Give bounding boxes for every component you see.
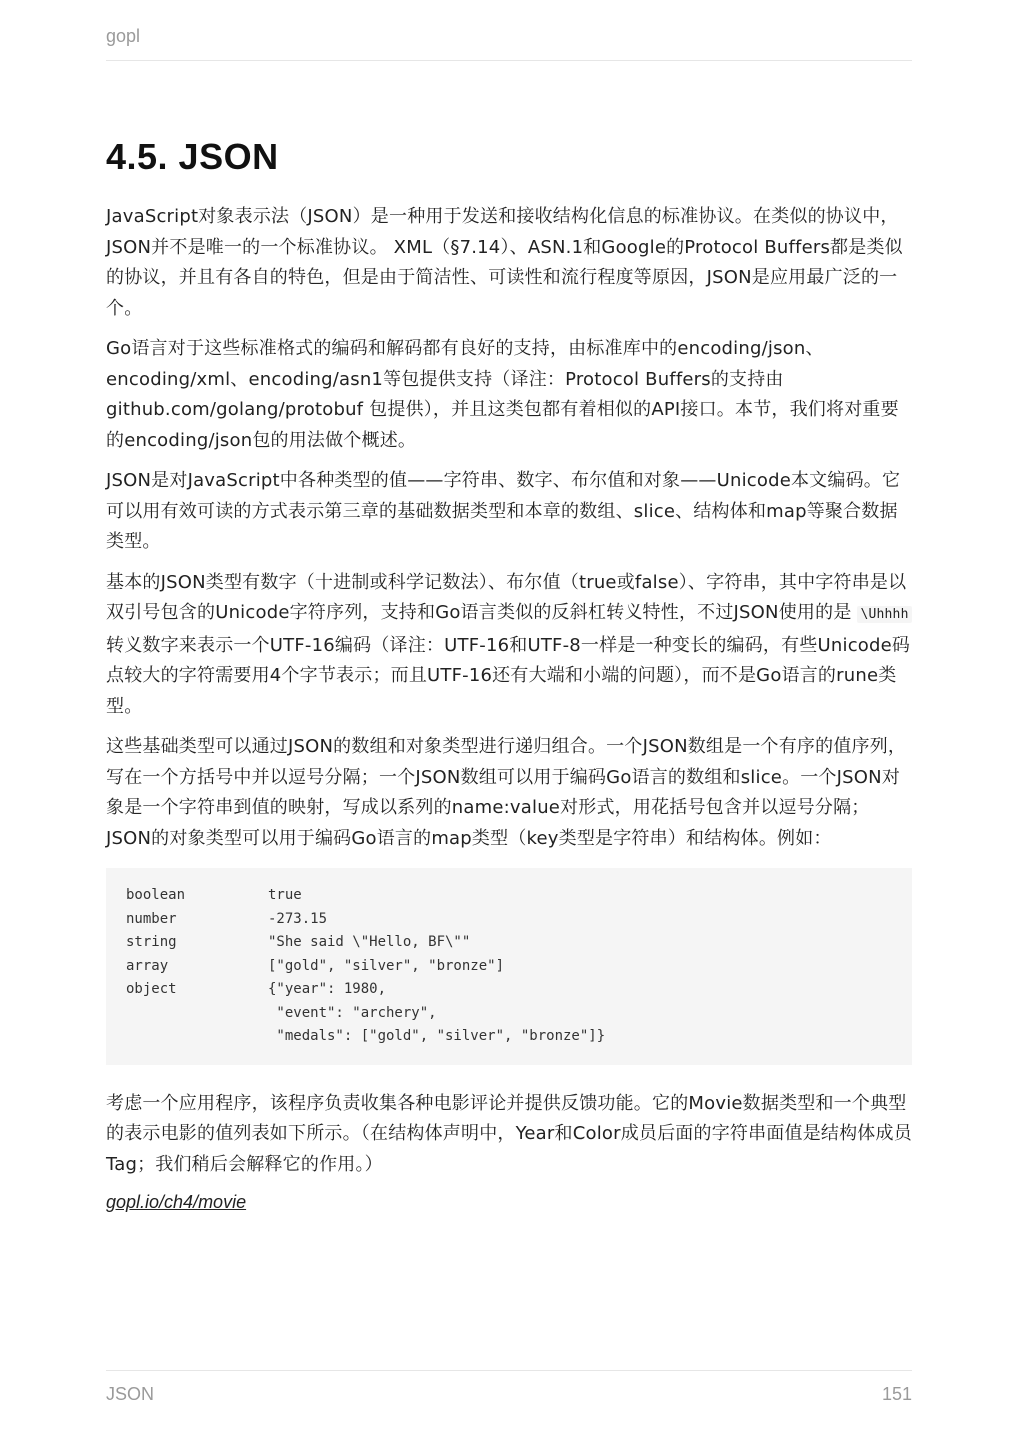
- paragraph-basic-types: [106, 568, 912, 723]
- page-footer: [106, 1370, 912, 1411]
- code-key: number: [126, 910, 177, 927]
- code-value: -273.15: [268, 910, 328, 927]
- page-content: [106, 136, 912, 1213]
- code-row: [126, 908, 892, 932]
- code-example-block: [106, 868, 912, 1065]
- code-value: "She said \"Hello, BF\"": [268, 934, 471, 950]
- code-value: "medals": ["gold", "silver", "bronze"]}: [268, 1028, 606, 1044]
- code-key: object: [126, 981, 177, 997]
- code-value: true: [268, 887, 302, 903]
- book-title: gopl: [106, 26, 141, 46]
- code-key: array: [126, 957, 169, 974]
- paragraph-composition: 这些基础类型可以通过JSON的数组和对象类型进行递归组合。一个JSON数组是一个有序的值序列，写在一个方括号中并以逗号分隔；一个JSON数组可以用于编码Go语言的数组和slice。一个JSON对象是一个字符串到值的映射，写成以系列的name:value对形式，用花括号包含并以逗号分隔；JSON的对象类型可以用于编码Go语言的map类型（key类型是字符串）和结构体。例如：: [106, 736, 907, 849]
- code-key: [126, 1025, 268, 1049]
- code-value: ["gold", "silver", "bronze"]: [268, 957, 505, 974]
- paragraph-basic-types-part1: 基本的JSON类型有数字（十进制或科学记数法）、布尔值（true或false）、字符串，其中字符串是以双引号包含的Unicode字符序列，支持和Go语言类似的反斜杠转义特性，不过JSON使用的是: [106, 571, 907, 623]
- code-row: [126, 1002, 892, 1026]
- page-header: [106, 24, 912, 61]
- paragraph-intro: JavaScript对象表示法（JSON）是一种用于发送和接收结构化信息的标准协议。在类似的协议中，JSON并不是唯一的一个标准协议。 XML（§7.14）、ASN.1和Google的Protocol Buffers都是类似的协议，并且有各自的特色，但是由于简洁性、可读性和流行程度等原因，JSON是应用最广泛的一个。: [106, 206, 903, 319]
- code-value: "event": "archery",: [268, 1004, 437, 1021]
- footer-chapter-title: JSON: [106, 1384, 155, 1404]
- section-heading: 4.5. JSON: [106, 136, 279, 177]
- code-row: [126, 1025, 892, 1049]
- code-row: [126, 884, 892, 908]
- code-value: {"year": 1980,: [268, 981, 387, 997]
- source-code-link[interactable]: gopl.io/ch4/movie: [106, 1192, 247, 1212]
- code-row: [126, 931, 892, 955]
- code-key: string: [126, 934, 177, 950]
- paragraph-basic-types-part2: 转义数字来表示一个UTF-16编码（译注：UTF-16和UTF-8一样是一种变长的编码，有些Unicode码点较大的字符需要用4个字节表示；而且UTF-16还有大端和小端的问题），而不是Go语言的rune类型。: [106, 634, 911, 717]
- code-link-line: [106, 1192, 912, 1213]
- inline-code-escape: \Uhhhh: [857, 606, 911, 623]
- paragraph-go-support: Go语言对于这些标准格式的编码和解码都有良好的支持，由标准库中的encoding/json、encoding/xml、encoding/asn1等包提供支持（译注：Protocol Buffers的支持由 github.com/golang/protobuf 包提供），并且这类包都有着相似的API接口。本节，我们将对重要的encoding/json包的用法做个概述。: [106, 338, 899, 451]
- code-key: [126, 1002, 268, 1026]
- paragraph-json-types: JSON是对JavaScript中各种类型的值——字符串、数字、布尔值和对象——Unicode本文编码。它可以用有效可读的方式表示第三章的基础数据类型和本章的数组、slice、结构体和map等聚合数据类型。: [106, 470, 901, 552]
- paragraph-movie-example: 考虑一个应用程序，该程序负责收集各种电影评论并提供反馈功能。它的Movie数据类型和一个典型的表示电影的值列表如下所示。（在结构体声明中，Year和Color成员后面的字符串面值是结构体成员Tag；我们稍后会解释它的作用。）: [106, 1092, 912, 1175]
- code-key: boolean: [126, 887, 186, 903]
- page-number: 151: [881, 1384, 912, 1404]
- code-row: [126, 955, 892, 979]
- code-row: [126, 978, 892, 1002]
